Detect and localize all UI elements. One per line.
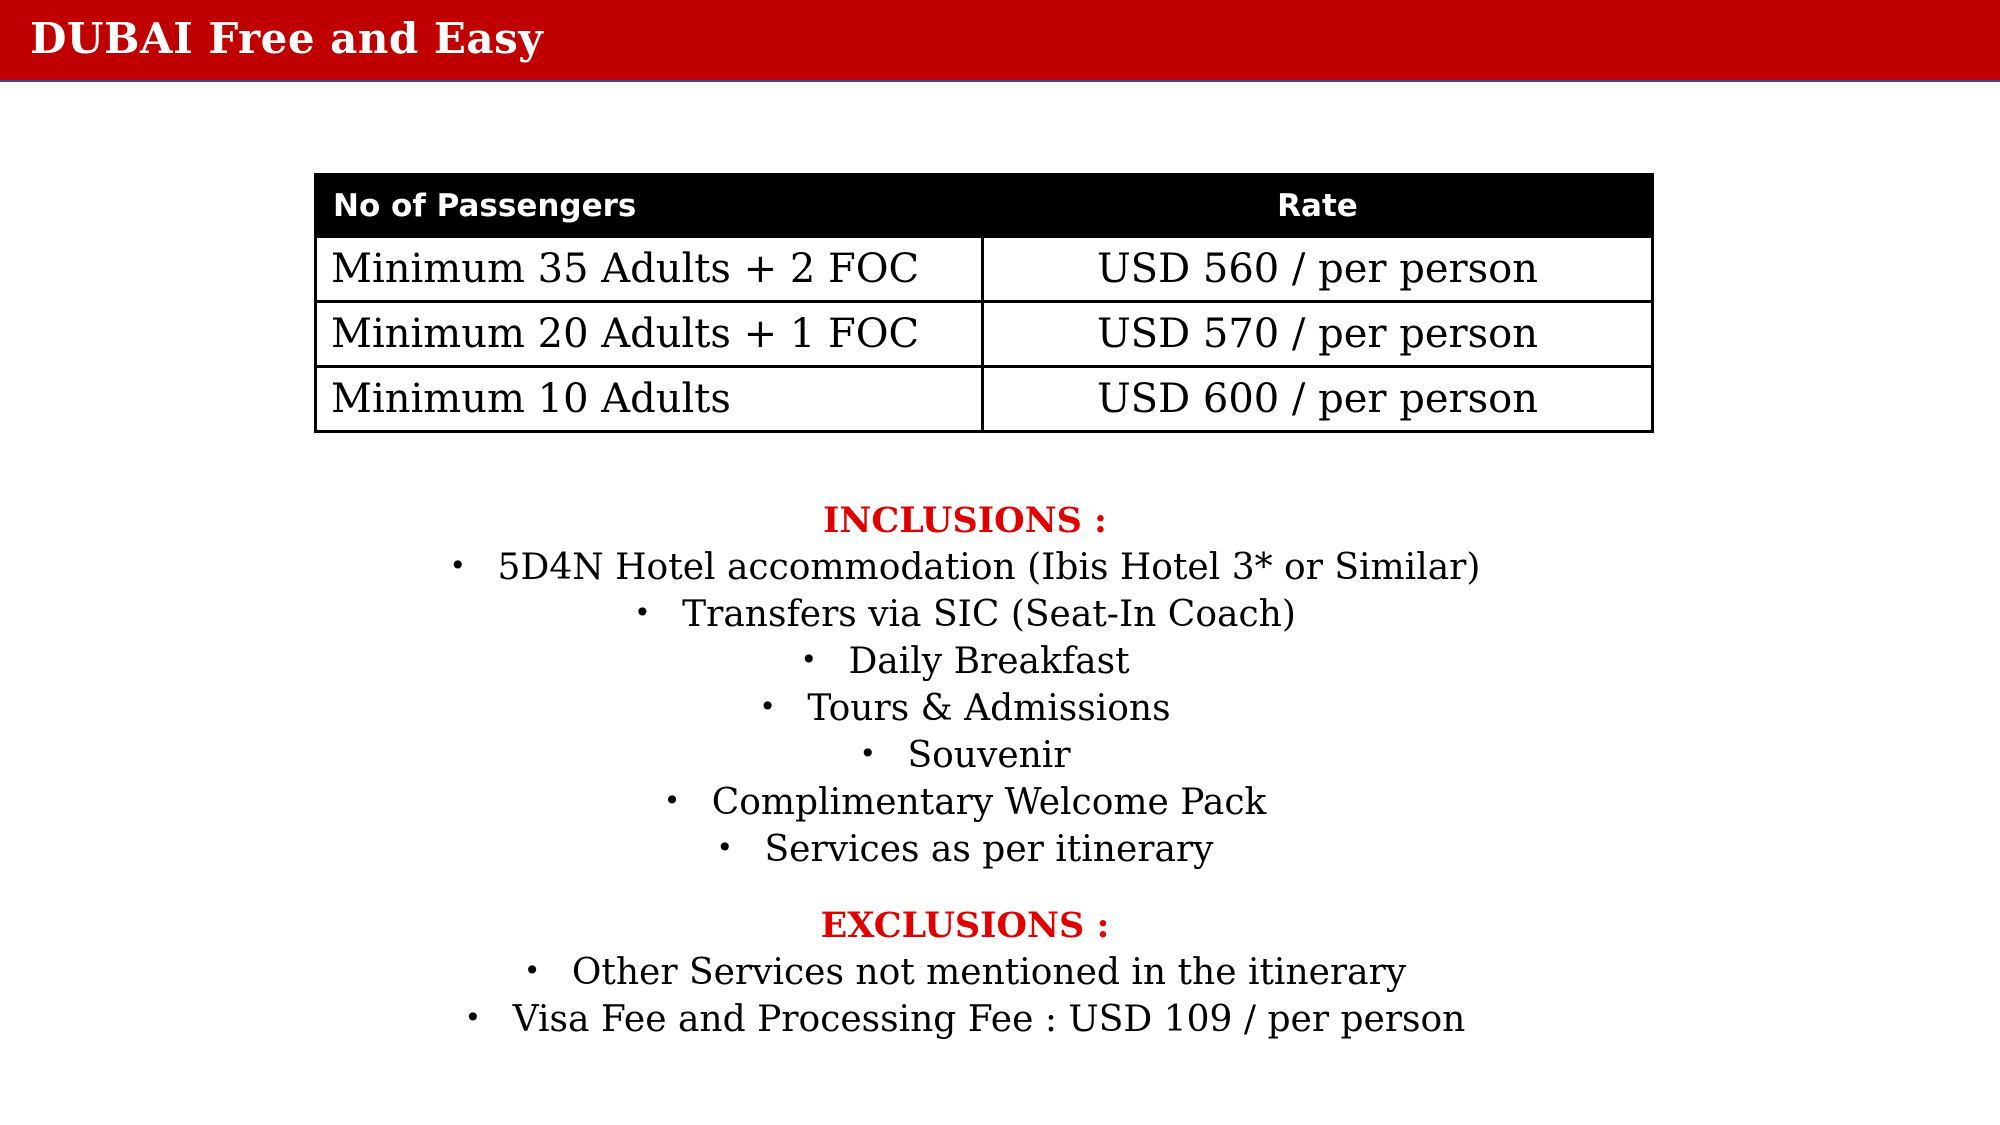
column-header-passengers: No of Passengers [316,175,983,237]
inclusions-heading: INCLUSIONS : [823,500,1107,541]
list-item-text: Souvenir [907,735,1071,776]
bullet-icon: • [523,954,541,987]
bullet-icon: • [759,690,776,723]
list-item-text: Tours & Admissions [807,688,1171,729]
list-item [0,778,1930,825]
inclusions-list [0,543,1930,872]
list-item [0,590,1930,637]
bullet-icon: • [716,831,734,864]
header-bar [0,0,2000,82]
passengers-cell: Minimum 20 Adults + 1 FOC [316,302,983,367]
list-item [0,637,1930,684]
passengers-cell: Minimum 35 Adults + 2 FOC [316,237,983,302]
table-header-row [316,175,1653,237]
list-item [0,995,1930,1042]
list-item-text: Complimentary Welcome Pack [711,782,1267,823]
list-item-text: 5D4N Hotel accommodation (Ibis Hotel 3* or Similar) [497,547,1481,588]
list-item-text: Transfers via SIC (Seat-In Coach) [682,594,1296,635]
list-item [0,948,1930,995]
table-row [316,302,1653,367]
rate-cell: USD 600 / per person [983,367,1653,432]
bullet-icon: • [464,1001,482,1034]
bullet-icon: • [800,643,817,676]
rates-table [314,173,1654,433]
list-item [0,684,1930,731]
table-row [316,367,1653,432]
exclusions-list [0,948,1930,1042]
list-item [0,825,1930,872]
column-header-rate: Rate [983,175,1653,237]
exclusions-heading: EXCLUSIONS : [820,905,1110,946]
bullet-icon: • [634,596,651,629]
list-item-text: Other Services not mentioned in the itinerary [571,952,1407,993]
passengers-cell: Minimum 10 Adults [316,367,983,432]
table-row [316,237,1653,302]
exclusions-section [0,903,1930,1042]
inclusions-section [0,498,1930,872]
rate-cell: USD 560 / per person [983,237,1653,302]
list-item [0,731,1930,778]
bullet-icon: • [859,737,876,770]
bullet-icon: • [449,549,467,582]
bullet-icon: • [663,784,681,817]
list-item [0,543,1930,590]
list-item-text: Services as per itinerary [764,829,1214,870]
list-item-text: Daily Breakfast [848,641,1130,682]
rate-cell: USD 570 / per person [983,302,1653,367]
page-title: DUBAI Free and Easy [30,14,544,63]
list-item-text: Visa Fee and Processing Fee : USD 109 / per person [512,999,1466,1040]
